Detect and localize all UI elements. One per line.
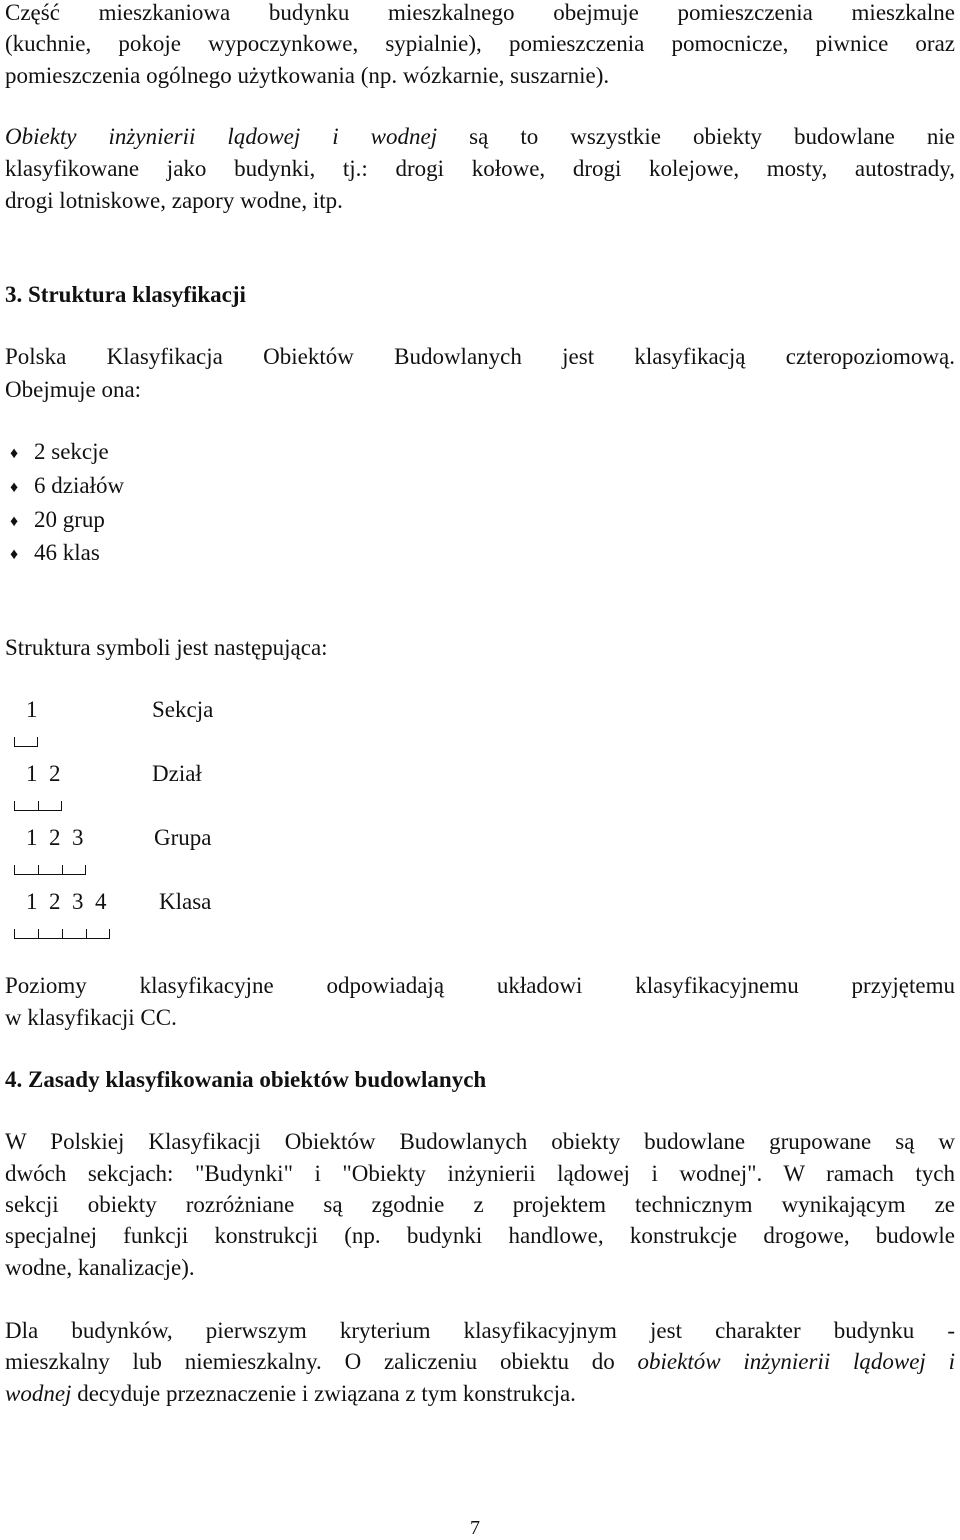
symbol-level-division [0,761,400,801]
list-item [10,437,109,469]
list-item [10,538,100,570]
paragraph-line: Polska Klasyfikacja Obiektów Budowlanych jest klasyfikacją czteropoziomową. [5,344,955,369]
text-span: mieszkalny lub niemieszkalny. O zaliczeniu obiektu do [5,1349,615,1374]
paragraph-line: sekcji obiekty rozróżniane są zgodnie z projektem technicznym wynikającym ze [5,1192,955,1217]
digit-bracket [14,919,110,933]
list-item [10,471,124,503]
paragraph-line [5,122,955,152]
italic-term: wodnej [5,1381,72,1406]
symbol-label: Sekcja [152,697,214,722]
diamond-bullet-icon: ♦ [10,479,19,496]
paragraph-line: (kuchnie, pokoje wypoczynkowe, sypialnie), pomieszczenia pomocnicze, piwnice oraz [5,31,955,56]
paragraph-line: Dla budynków, pierwszym kryterium klasyfikacyjnym jest charakter budynku - [5,1318,955,1343]
symbol-label: Klasa [159,889,212,914]
symbol-level-class [0,889,400,929]
paragraph-line: drogi lotniskowe, zapory wodne, itp. [5,188,343,213]
section-heading: 4. Zasady klasyfikowania obiektów budowlanych [5,1067,487,1092]
section-heading: 3. Struktura klasyfikacji [5,282,246,307]
paragraph-line: Poziomy klasyfikacyjne odpowiadają układowi klasyfikacyjnemu przyjętemu [5,973,955,998]
paragraph-line: dwóch sekcjach: "Budynki" i "Obiekty inżynierii lądowej i wodnej". W ramach tych [5,1161,955,1186]
paragraph-line [5,1379,955,1409]
paragraph-line: Część mieszkaniowa budynku mieszkalnego obejmuje pomieszczenia mieszkalne [5,0,955,25]
text-span: są to wszystkie obiekty budowlane nie [469,124,956,149]
digit-bracket [14,791,62,805]
page-number: 7 [470,1517,480,1539]
digit-bracket [14,855,86,869]
list-item-text: 6 działów [34,473,125,498]
symbol-digits: 1 2 3 4 [26,889,107,914]
italic-term: Obiekty inżynierii lądowej i wodnej [5,124,438,149]
list-item-text: 46 klas [34,540,100,565]
symbol-label: Grupa [154,825,212,850]
symbol-level-section [0,697,400,737]
paragraph-line: klasyfikowane jako budynki, tj.: drogi kołowe, drogi kolejowe, mosty, autostrady, [5,156,955,181]
diamond-bullet-icon: ♦ [10,513,19,530]
text-span: decyduje przeznaczenie i związana z tym konstrukcja. [77,1381,576,1406]
diamond-bullet-icon: ♦ [10,445,19,462]
symbol-digits: 1 2 [26,761,61,786]
paragraph-line: W Polskiej Klasyfikacji Obiektów Budowlanych obiekty budowlane grupowane są w [5,1129,955,1154]
italic-term: obiektów inżynierii lądowej i [637,1349,955,1374]
paragraph-line: specjalnej funkcji konstrukcji (np. budynki handlowe, konstrukcje drogowe, budowle [5,1223,955,1248]
diamond-bullet-icon: ♦ [10,546,19,563]
paragraph-line [5,1347,955,1377]
symbol-digits: 1 [26,697,38,722]
symbol-level-group [0,825,400,865]
list-item-text: 20 grup [34,507,105,532]
symbol-digits: 1 2 3 [26,825,84,850]
paragraph-line: w klasyfikacji CC. [5,1005,177,1030]
paragraph-line: Obejmuje ona: [5,377,142,402]
symbol-label: Dział [152,761,202,786]
paragraph-line: pomieszczenia ogólnego użytkowania (np. wózkarnie, suszarnie). [5,63,610,88]
list-item [10,505,105,537]
paragraph-line: Struktura symboli jest następująca: [5,635,328,660]
list-item-text: 2 sekcje [34,439,109,464]
digit-bracket [14,727,38,741]
paragraph-line: wodne, kanalizacje). [5,1255,195,1280]
